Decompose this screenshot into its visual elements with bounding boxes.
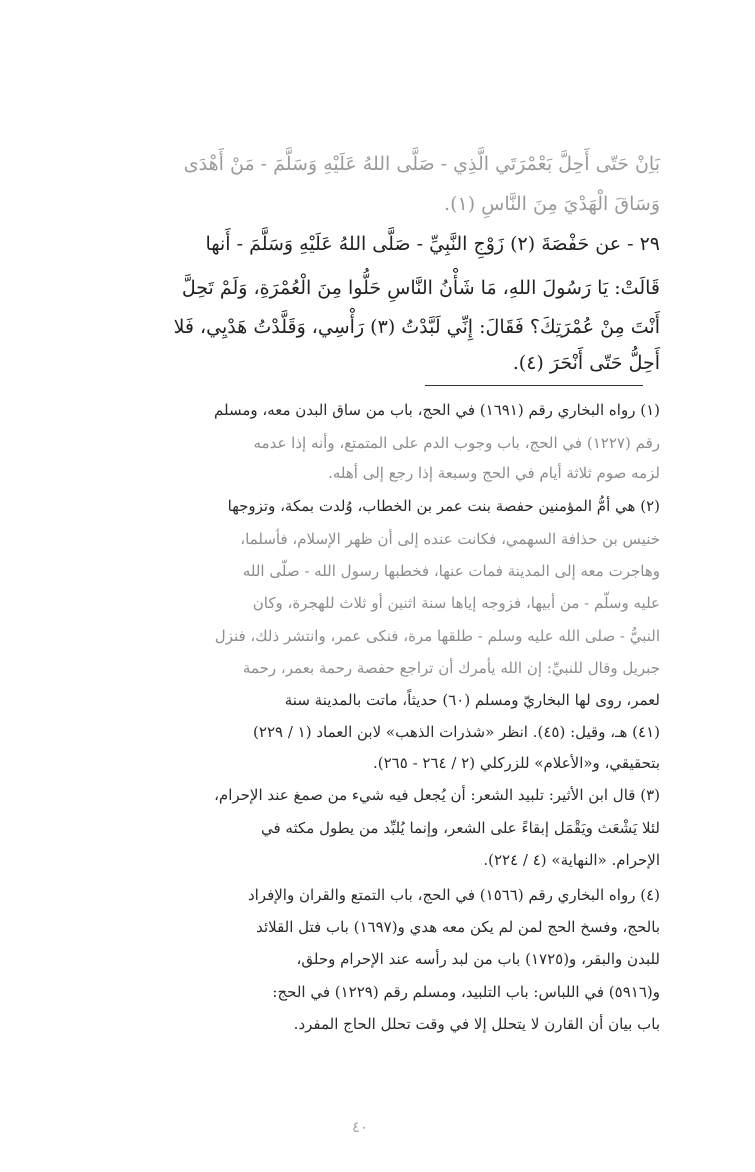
footnote-line: (٢) هي أمُّ المؤمنين حفصة بنت عمر بن الخطاب، وُلدت بمكة، وتزوجها — [227, 497, 660, 515]
main-text-line: أَحِلُّ حَتّى أَنْحَرَ (٤). — [512, 352, 660, 374]
footnote-line: (١) رواه البخاري رقم (١٦٩١) في الحج، باب من ساق البدن معه، ومسلم — [214, 401, 660, 419]
footnote-line: و(٥٩١٦) في اللباس: باب التلبيد، ومسلم رقم (١٢٢٩) في الحج: — [272, 983, 660, 1001]
footnote-line: رقم (١٢٢٧) في الحج، باب وجوب الدم على المتمتع، وأنه إذا عدمه — [253, 434, 660, 452]
footnote-line: بتحقيقي، و«الأعلام» للزركلي (٢ / ٢٦٤ - ٢٦٥). — [373, 754, 660, 772]
footnote-line: لعمر، روى لها البخاريّ ومسلم (٦٠) حديثاً، ماتت بالمدينة سنة — [284, 691, 660, 709]
footnote-line: النبيُّ - صلى الله عليه وسلم - طلقها مرة، فنكى عمر، وانتشر ذلك، فنزل — [214, 627, 660, 645]
footnote-line: لئلا يَشْعَث ويَقْمَل إبقاءً على الشعر، وإنما يُلبِّد من يطول مكثه في — [260, 819, 660, 837]
main-text-line: وَسَاقَ الْهَدْيَ مِنَ النَّاسِ (١). — [444, 193, 660, 215]
footnote-line: جبريل وقال للنبيِّ: إن الله يأمرك أن تراجع حفصة رحمة بعمر، رحمة — [242, 659, 660, 677]
footnote-line: (٤١) هـ، وقيل: (٤٥). انظر «شذرات الذهب» لابن العماد (١ / ٢٢٩) — [253, 723, 660, 741]
footnote-line: (٣) قال ابن الأثير: تلبيد الشعر: أن يُجعل فيه شيء من صمغ عند الإحرام، — [214, 786, 660, 804]
main-text-line: ٢٩ - عن حَفْصَةَ (٢) زَوْجِ النَّبِيِّ - صَلَّى اللهُ عَلَيْهِ وَسَلَّمَ - أَنها — [205, 233, 660, 255]
footnote-line: خنيس بن حذافة السهمي، فكانت عنده إلى أن ظهر الإسلام، فأسلما، — [240, 530, 660, 548]
main-text-line: بَاِنْ حَتّى أَحِلَّ بَعْمْرَتَي الَّذِي - صَلَّى اللهُ عَلَيْهِ وَسَلَّمَ - مَنْ أَهْدَى — [183, 153, 660, 175]
main-text-line: أَنْتَ مِنْ عُمْرَتِكَ؟ فَقَالَ: إِنِّي لَبَّدْتُ (٣) رَأْسِي، وَقَلَّدْتُ هَدْيِي، فَلا — [173, 316, 660, 338]
footnote-line: الإحرام. «النهاية» (٤ / ٢٢٤). — [483, 851, 660, 869]
footnote-line: (٤) رواه البخاري رقم (١٥٦٦) في الحج، باب التمتع والقران والإفراد — [247, 886, 660, 904]
footnote-line: بالحج، وفسخ الحج لمن لم يكن معه هدي و(١٦٩٧) باب فتل القلائد — [256, 918, 660, 936]
footnote-line: لزمه صوم ثلاثة أيام في الحج وسبعة إذا رجع إلى أهله. — [328, 464, 660, 482]
footnote-line: عليه وسلّم - من أبيها، فزوجه إياها سنة اثنين أو ثلاث للهجرة، وكان — [252, 594, 660, 612]
footnote-separator — [425, 385, 643, 386]
footnote-line: وهاجرت معه إلى المدينة فمات عنها، فخطبها رسول الله - صلّى الله — [242, 562, 660, 580]
page-number: ٤٠ — [351, 1118, 369, 1136]
main-text-line: قَالَتْ: يَا رَسُولَ اللهِ، مَا شَأْنُ النَّاسِ حَلُّوا مِنَ الْعُمْرَةِ، وَلَمْ تَحِلَّ — [181, 277, 660, 299]
footnote-line: باب بيان أن القارن لا يتحلل إلا في وقت تحلل الحاج المفرد. — [293, 1015, 660, 1033]
footnote-line: للبدن والبقر، و(١٧٢٥) باب من لبد رأسه عند الإحرام وحلق، — [296, 950, 660, 968]
